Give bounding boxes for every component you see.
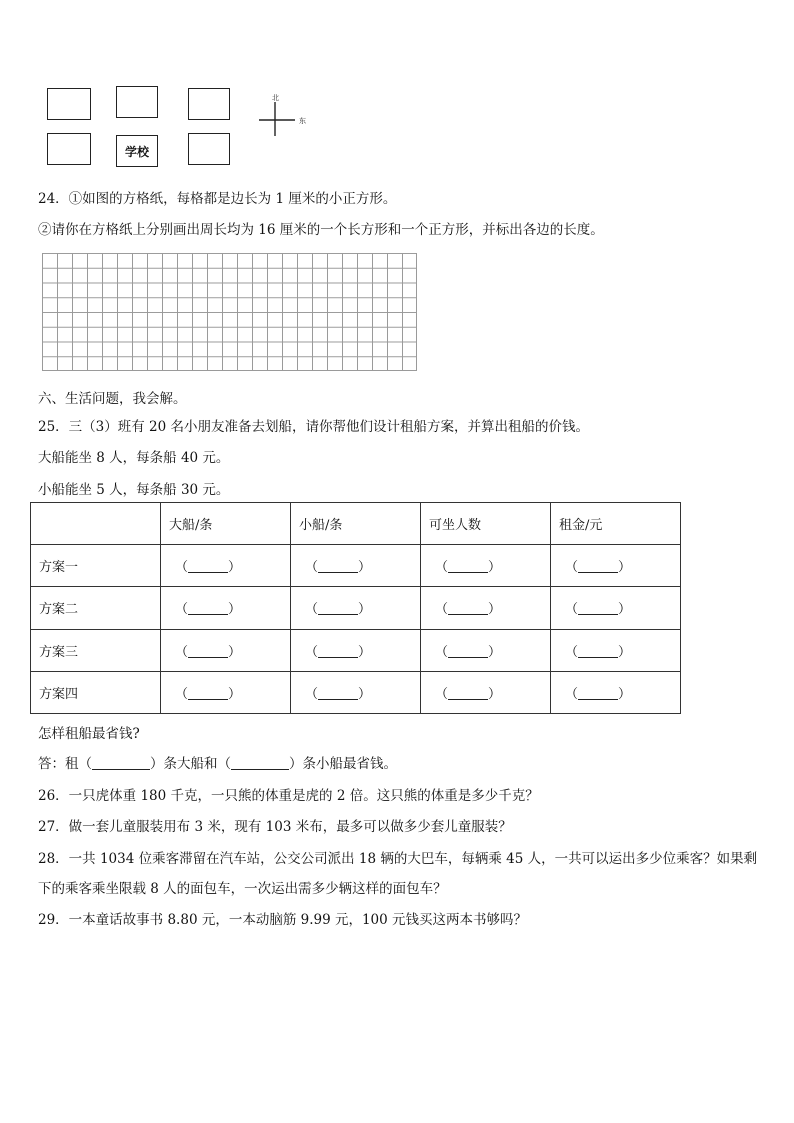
q24-line1: 24．①如图的方格纸，每格都是边长为 1 厘米的小正方形。 — [38, 191, 397, 207]
q28-line1: 28．一共 1034 位乘客滞留在汽车站，公交公司派出 18 辆的大巴车，每辆乘 45 人，一共可以运出多少位乘客？如果剩 — [38, 851, 758, 867]
answer-blank[interactable]: （ ） — [551, 671, 681, 713]
table-row — [31, 545, 681, 587]
map-block-top-middle — [116, 86, 158, 118]
map-school-block — [116, 135, 158, 167]
table-header-cell: 租金/元 — [551, 503, 681, 545]
table-header-cell: 大船/条 — [161, 503, 291, 545]
answer-prefix: 答：租（ — [38, 756, 92, 772]
answer-blank[interactable]: （ ） — [421, 671, 551, 713]
answer-blank[interactable]: （ ） — [161, 545, 291, 587]
answer-blank[interactable]: （ ） — [291, 671, 421, 713]
school-label: 学校 — [124, 144, 149, 159]
answer-blank[interactable]: （ ） — [161, 587, 291, 629]
answer-blank[interactable]: （ ） — [551, 629, 681, 671]
small-boat-answer-blank[interactable] — [231, 757, 289, 770]
answer-blank[interactable]: （ ） — [291, 587, 421, 629]
q25-question: 怎样租船最省钱? — [38, 726, 140, 742]
table-row — [31, 671, 681, 713]
row-label: 方案三 — [31, 629, 161, 671]
answer-blank[interactable]: （ ） — [291, 629, 421, 671]
map-block-bottom-left — [47, 133, 91, 165]
q25-line3: 小船能坐 5 人，每条船 30 元。 — [38, 482, 230, 498]
big-boat-answer-blank[interactable] — [92, 757, 150, 770]
compass-icon — [255, 88, 315, 148]
q29-text: 29．一本童话故事书 8.80 元，一本动脑筋 9.99 元，100 元钱买这两本书够吗？ — [38, 912, 528, 928]
answer-blank[interactable]: （ ） — [421, 545, 551, 587]
map-block-bottom-right — [188, 133, 230, 165]
answer-suffix: ）条小船最省钱。 — [289, 756, 397, 772]
compass-east-label: 东 — [299, 117, 306, 125]
section-title: 六、生活问题，我会解。 — [38, 391, 187, 407]
row-label: 方案二 — [31, 587, 161, 629]
q26-text: 26．一只虎体重 180 千克，一只熊的体重是虎的 2 倍。这只熊的体重是多少千克？ — [38, 788, 539, 804]
row-label: 方案四 — [31, 671, 161, 713]
q25-answer — [38, 752, 397, 772]
answer-blank[interactable]: （ ） — [161, 629, 291, 671]
q24-line2: ②请你在方格纸上分别画出周长均为 16 厘米的一个长方形和一个正方形，并标出各边的长度。 — [38, 222, 604, 238]
answer-blank[interactable]: （ ） — [551, 545, 681, 587]
answer-blank[interactable]: （ ） — [161, 671, 291, 713]
map-block-top-left — [47, 88, 91, 120]
table-row — [31, 629, 681, 671]
compass-north-label: 北 — [272, 94, 279, 102]
boat-plan-table — [30, 502, 681, 714]
table-header-cell — [31, 503, 161, 545]
q27-text: 27．做一套儿童服装用布 3 米，现有 103 米布，最多可以做多少套儿童服装？ — [38, 819, 512, 835]
row-label: 方案一 — [31, 545, 161, 587]
answer-mid: ）条大船和（ — [150, 756, 231, 772]
answer-blank[interactable]: （ ） — [421, 587, 551, 629]
q28-line2: 下的乘客乘坐限载 8 人的面包车，一次运出需多少辆这样的面包车？ — [38, 881, 447, 897]
map-block-top-right — [188, 88, 230, 120]
answer-blank[interactable]: （ ） — [291, 545, 421, 587]
q25-line2: 大船能坐 8 人，每条船 40 元。 — [38, 450, 230, 466]
answer-blank[interactable]: （ ） — [421, 629, 551, 671]
graph-paper-grid[interactable] — [42, 253, 417, 371]
table-header-row — [31, 503, 681, 545]
table-header-cell: 可坐人数 — [421, 503, 551, 545]
table-row — [31, 587, 681, 629]
q25-line1: 25．三（3）班有 20 名小朋友准备去划船，请你帮他们设计租船方案，并算出租船的价钱。 — [38, 419, 590, 435]
answer-blank[interactable]: （ ） — [551, 587, 681, 629]
table-header-cell: 小船/条 — [291, 503, 421, 545]
